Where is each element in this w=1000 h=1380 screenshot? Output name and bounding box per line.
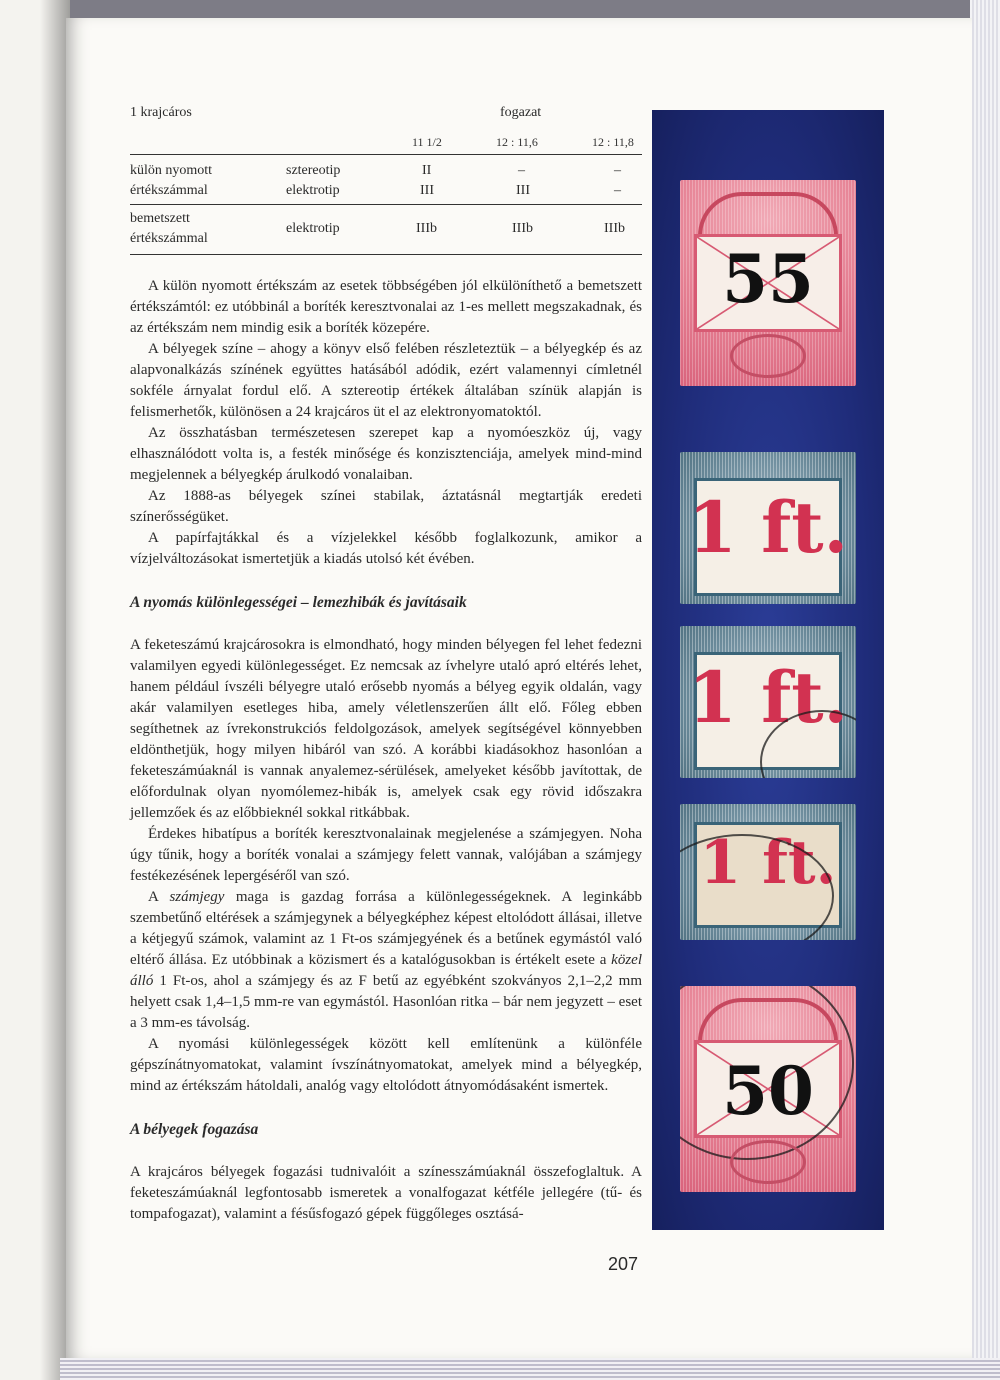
book-edge-right bbox=[970, 0, 1000, 1380]
book-edge-bottom bbox=[60, 1358, 1000, 1380]
emphasis: számjegy bbox=[169, 889, 225, 905]
table-row-label: bemetszett bbox=[130, 211, 190, 226]
table-cell: IIIb bbox=[416, 221, 437, 236]
crown-ornament bbox=[698, 192, 838, 236]
table-row-label: külön nyomott bbox=[130, 163, 213, 178]
stamp-image bbox=[680, 180, 856, 386]
paragraph: A krajcáros bélyegek fogazási tudnivalóit a színesszámúaknál összefoglaltuk. A feketeszámúaknál legfontosabb ismeretek a vonalfogazat kétféle jellegére (tű- és tompafogazat), valamint a fésűsfogazó gépek függőleges osztásá- bbox=[130, 1164, 642, 1222]
stamp-value: 1 ft. bbox=[699, 828, 837, 898]
perforation-table bbox=[130, 102, 642, 266]
emphasis: közel álló bbox=[130, 952, 642, 989]
paragraph: Az összhatásban természetesen szerepet kap a nyomóeszköz új, vagy elhasználódott volta is, a festék minősége és konzisztenciája, amelyek mind-mind megjelennek a bélyegkép árulkodó vonalaiban. bbox=[130, 425, 642, 483]
table-col-header: 11 1/2 bbox=[412, 135, 442, 149]
stamp-illustration-panel bbox=[652, 110, 884, 1230]
paragraph: A külön nyomott értékszám az esetek többségében jól elkülöníthető a bemetszett értékszámtól: ez utóbbinál a boríték keresztvonalai az 1-es mellett megszakadnak, és az értékszám nem mindig esik a boríték közepére. bbox=[130, 278, 642, 336]
table-cell: III bbox=[516, 183, 530, 198]
table-rule bbox=[130, 154, 642, 155]
page-number: 207 bbox=[608, 1254, 639, 1274]
table-cell: – bbox=[614, 183, 621, 198]
book-page bbox=[66, 18, 972, 1358]
table-cell: IIIb bbox=[512, 221, 533, 236]
text-run: A bbox=[148, 889, 170, 905]
text-run: 1 Ft-os, ahol a számjegy és az F betű az egyébként szokványos 2,1–2,2 mm helyett csak 1,4–1,5 mm-re van egymástól. Hasonlóan ritka – bár nem jegyzett – eset a 3 mm-es távolság. bbox=[130, 973, 642, 1031]
wreath-ornament bbox=[730, 334, 806, 378]
table-col-header: 12 : 11,8 bbox=[592, 135, 634, 149]
table-cell: III bbox=[420, 183, 434, 198]
table-group-header: fogazat bbox=[500, 105, 542, 120]
table-title: 1 krajcáros bbox=[130, 105, 192, 120]
section-heading: A bélyegek fogazása bbox=[130, 1121, 259, 1138]
text-column bbox=[130, 102, 642, 1225]
table-rule bbox=[130, 254, 642, 255]
section-heading: A nyomás különlegességei – lemezhibák és javításaik bbox=[130, 594, 467, 611]
stamp-value: 50 bbox=[722, 1052, 814, 1130]
table-col-header: 12 : 11,6 bbox=[496, 135, 538, 149]
stamp-value: 1 ft. bbox=[688, 486, 848, 569]
table-cell: sztereotip bbox=[286, 163, 341, 178]
paragraph: A bélyegek színe – ahogy a könyv első felében részleteztük – a bélyegkép és az alapvonalkázás színének együttes hatásából adódik, ezért valamennyi címletnél sokféle árnyalat fordul elő. A sztereotip értékek általában színük alapján is felismerhetők, különösen a 24 krajcáros üt el az elektronyomatoktól. bbox=[130, 341, 642, 420]
table-cell: elektrotip bbox=[286, 221, 340, 236]
stamp-value: 1 ft. bbox=[688, 656, 848, 739]
table-rule bbox=[130, 204, 642, 205]
stamp-image bbox=[680, 626, 856, 778]
paragraph: A nyomási különlegességek között kell említenünk a különféle gépszínátnyomatokat, valamint ívszínátnyomatokat, amelyek mind a bélyegkép, mind az értékszám hátoldali, analóg vagy eltolódott átnyomódásaként ismertek. bbox=[130, 1036, 642, 1094]
stamp-image bbox=[680, 804, 856, 940]
paragraph: A papírfajtákkal és a vízjelekkel később foglalkozunk, amikor a vízjelváltozásokat ismertetjük a kiadás utolsó két évében. bbox=[130, 530, 642, 567]
text-run: maga is gazdag forrása a különlegességeknek. A leginkább szembetűnő eltérések a számjegynek a bélyegképhez képest eltolódott állásai, illetve a kétjegyű számok, valamint az 1 Ft-os számjegyének és a betűnek egymástól való eltérő állása. Ez utóbbinak a közismert és a katalógusokban is értékelt esete a bbox=[130, 889, 642, 968]
stamp-value: 55 bbox=[722, 240, 814, 318]
paragraph: Az 1888-as bélyegek színei stabilak, áztatásnál megtartják eredeti színerősségüket. bbox=[130, 488, 642, 525]
table-cell: – bbox=[614, 163, 621, 178]
paragraph: Érdekes hibatípus a boríték keresztvonalainak megjelenése a számjegyen. Noha úgy tűnik, hogy a boríték vonalai a számjegy felett vannak, valójában a számjegy festékezésének lepergéséről van szó. bbox=[130, 826, 642, 884]
paragraph: A feketeszámú krajcárosokra is elmondható, hogy minden bélyegen fel lehet fedezni valamilyen egyedi különlegességet. Ez nemcsak az ívhelyre utaló apró eltérés lehet, hanem például ívszéli bélyegre utaló erősebb nyomás a bélyeg egyik oldalán, vagy akár valamilyen esetleges hiba, amely véletlenszerűen állt elő. Főleg ebben segíthetnek az ívrekonstrukciós feldolgozások, amelyek segítségével könnyebben eldönthetjük, hogy milyen hibáról van szó. A korábbi kiadásokhoz hasonlóan a feketeszámúaknál is vannak anyalemez-sérülések, amelyeket később javítottak, de előfordulnak olyan nyomólemez-hibák is, amelyek csak egy rövid időszakra jellemzőek és az előbbieknél sokkal ritkábbak. bbox=[130, 637, 642, 821]
table-row-label: értékszámmal bbox=[130, 183, 208, 198]
stamp-image bbox=[680, 986, 856, 1192]
table-cell: IIIb bbox=[604, 221, 625, 236]
table-cell: II bbox=[422, 163, 432, 178]
paragraph bbox=[130, 887, 642, 1034]
table-row-label: értékszámmal bbox=[130, 231, 208, 246]
stamp-image bbox=[680, 452, 856, 604]
table-cell: – bbox=[518, 163, 525, 178]
wreath-ornament bbox=[730, 1140, 806, 1184]
table-cell: elektrotip bbox=[286, 183, 340, 198]
